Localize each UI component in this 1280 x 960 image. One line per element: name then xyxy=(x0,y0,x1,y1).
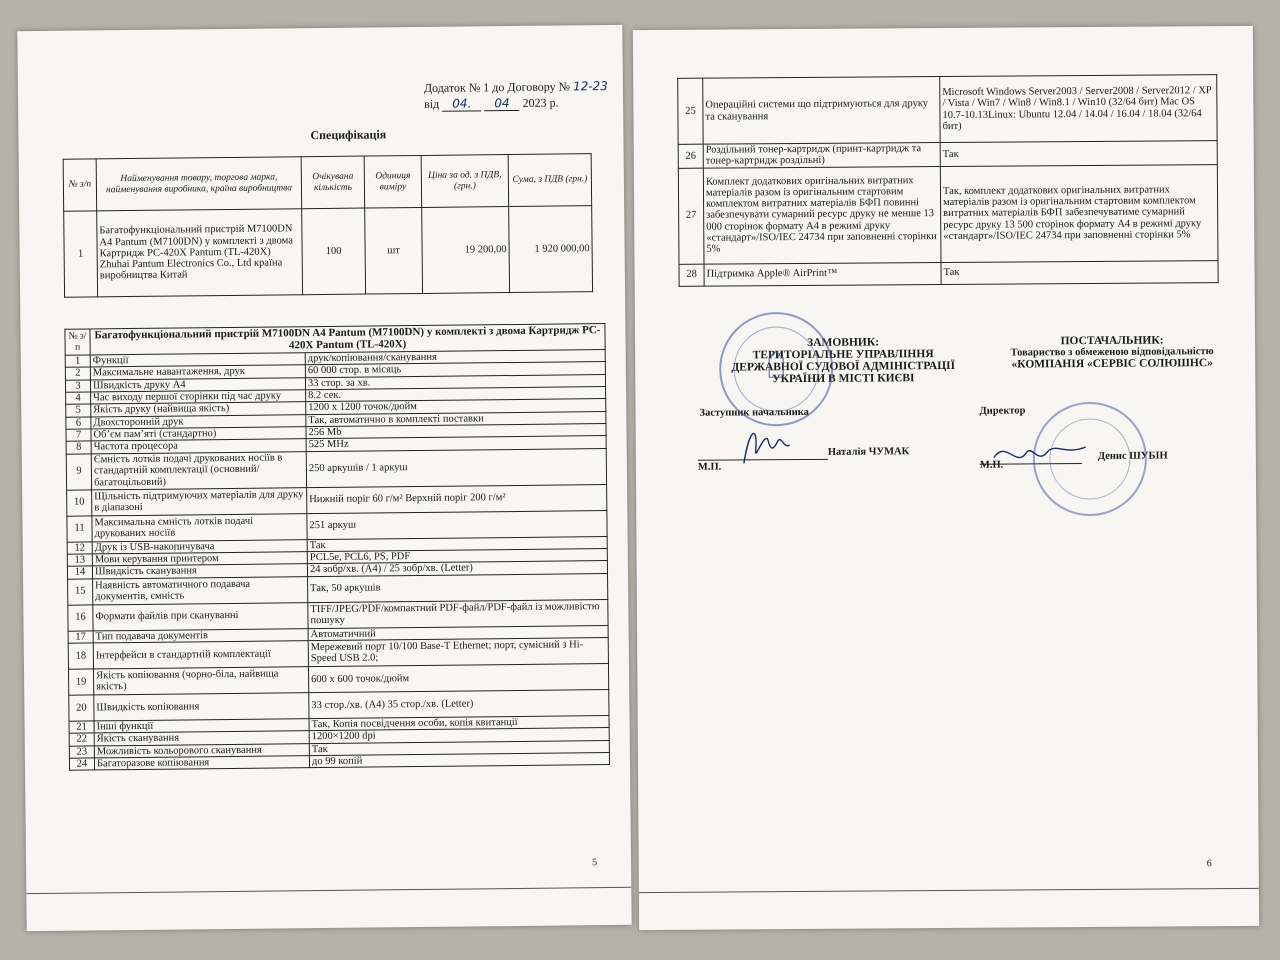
char-number-cell: 24 xyxy=(69,758,94,771)
spec-header-cell: Ціна за од. з ПДВ, (грн.) xyxy=(421,155,509,208)
spec-header-cell: Одиниця виміру xyxy=(364,155,422,208)
characteristics-table-continued xyxy=(677,74,1218,286)
char-value-cell: PCL5e, PCL6, PS, PDF xyxy=(307,548,607,563)
char-value-cell: Так xyxy=(309,740,609,755)
char-number-cell: 13 xyxy=(67,554,92,567)
supplier-org-line: Товариство з обмеженою відповідальністю xyxy=(1010,346,1214,359)
char-number-cell: 20 xyxy=(69,695,94,721)
footer-line xyxy=(26,887,631,894)
char-name-cell: Тип подавача документів xyxy=(93,628,308,643)
spec-cell: шт xyxy=(365,207,423,294)
spec-cell: 19 200,00 xyxy=(422,207,510,294)
char-name-cell: Максимальне навантаження, друк xyxy=(90,365,305,380)
char-value-cell: 256 Mb xyxy=(306,424,606,439)
customer-org-line: ТЕРИТОРІАЛЬНЕ УПРАВЛІННЯ xyxy=(752,348,934,362)
char-number-cell: 8 xyxy=(66,441,91,454)
spec-cell: 1 920 000,00 xyxy=(509,206,593,293)
char-number-cell: 28 xyxy=(679,264,704,286)
char-name-cell: Щільність підтримуючих матеріалів для друку в діапазоні xyxy=(92,487,307,515)
char-number-cell: 9 xyxy=(66,454,91,490)
char-value-cell: 33 стор./хв. (A4) 35 стор./хв. (Letter) xyxy=(309,689,609,718)
char-value-cell: Так, автоматично в комплекті поставки xyxy=(306,411,606,426)
char-number-cell: 1 xyxy=(65,355,90,368)
supplier-name: Денис ШУБІН xyxy=(1097,450,1168,462)
left-page xyxy=(17,25,631,931)
char-name-cell: Багаторазове копіювання xyxy=(94,756,309,771)
addendum-line xyxy=(424,79,608,96)
char-name-cell: Швидкість сканування xyxy=(92,564,307,579)
char-header-title: Багатофункціональний пристрій M7100DN A4 Pantum (M7100DN) у комплекті з двома Картридж PC-420X Pantum (TL-420X) xyxy=(90,324,605,355)
date-label: від xyxy=(424,96,440,111)
date-line xyxy=(424,96,559,112)
char-value-cell: Так, комплект додаткових оригінальних витратних матеріалів разом із оригінальним стартовим комплектом витратних матеріалів БФП забезпечуватиме сумарний ресурс друку 13 500 сторінок формату А4 в режимі друку «стандарт»/ISO/IEC 24734 при заповненні сторінки 5% xyxy=(940,164,1218,262)
char-name-cell: Можливість кольорового сканування xyxy=(94,743,309,758)
char-value-cell: 33 стор. за хв. xyxy=(305,374,605,389)
customer-position: Заступник начальника xyxy=(699,406,809,419)
right-page xyxy=(633,26,1259,930)
page-title: Специфікація xyxy=(310,127,387,143)
char-name-cell: Комплект додаткових оригінальних витратних матеріалів разом із оригінальним стартовим комплектом витратних матеріалів БФП повинні забезпечувати сумарний ресурс друку не менше 13 000 сторінок формату А4 в режимі друку «стандарт»/ISO/IEC 24734 при заповненні сторінки 5% xyxy=(703,166,941,264)
char-name-cell: Друк із USB-накопичувача xyxy=(92,539,307,554)
date-day: 04. xyxy=(442,96,481,111)
char-number-cell: 21 xyxy=(69,721,94,734)
char-name-cell: Об’єм пам’яті (стандартно) xyxy=(91,427,306,442)
char-name-cell: Ємність лотків подачі друкованих носіїв в стандартній комплектації (основний/багатоцільовий) xyxy=(91,451,306,489)
spec-header-cell: Сума, з ПДВ (грн.) xyxy=(508,154,592,207)
customer-org-line: УКРАЇНИ В МІСТІ КИЄВІ xyxy=(772,372,915,386)
char-number-cell: 11 xyxy=(67,516,92,542)
char-value-cell: TIFF/JPEG/PDF/компактний PDF-файл/PDF-файл із можливістю пошуку xyxy=(308,599,608,628)
supplier-position: Директор xyxy=(979,405,1026,417)
customer-label: ЗАМОВНИК: xyxy=(807,336,880,349)
char-row xyxy=(678,75,1217,145)
spec-cell: Багатофункціональний пристрій M7100DN A4 Pantum (M7100DN) у комплекті з двома Картридж PC-420X Pantum (TL-420X) Zhuhai Pantum Electronics Co., Ltd країна виробництва Китай xyxy=(97,209,303,297)
customer-name: Наталія ЧУМАК xyxy=(827,446,910,458)
char-number-cell: 7 xyxy=(66,429,91,442)
char-name-cell: Частота процесора xyxy=(91,439,306,454)
page-number: 6 xyxy=(1206,858,1212,870)
char-name-cell: Інтерфейси в стандартній комплектації xyxy=(93,641,308,669)
spec-table xyxy=(63,153,593,298)
char-name-cell: Час виходу першої сторінки під час друку xyxy=(91,390,306,405)
char-number-cell: 23 xyxy=(69,746,94,759)
char-number-cell: 18 xyxy=(68,643,93,669)
spec-header-cell: Очікувана кількість xyxy=(301,156,365,209)
char-number-cell: 3 xyxy=(65,380,90,393)
char-value-cell: 1200×1200 dpi xyxy=(309,728,609,743)
char-value-cell: 600 x 600 точок/дюйм xyxy=(308,663,608,692)
page-number: 5 xyxy=(591,857,598,869)
char-number-cell: 10 xyxy=(67,490,92,516)
char-value-cell: Мережевий порт 10/100 Base-T Ethernet; порт, сумісний з Hi-Speed USB 2.0; xyxy=(308,637,608,666)
char-name-cell: Функції xyxy=(90,353,305,368)
spec-header-cell: Найменування товару, торгова марка, найменування виробника, країна виробництва xyxy=(96,157,302,211)
date-year: 2023 р. xyxy=(522,95,559,110)
char-number-cell: 17 xyxy=(68,631,93,644)
char-number-cell: 4 xyxy=(66,392,91,405)
char-name-cell: Підтримка Apple® AirPrint™ xyxy=(704,262,941,286)
char-value-cell: 1200 x 1200 точок/дюйм xyxy=(306,399,606,414)
char-value-cell: Так xyxy=(940,141,1217,167)
char-number-cell: 19 xyxy=(68,669,93,695)
customer-org-line: ДЕРЖАВНОЇ СУДОВОЇ АДМІНІСТРАЦІЇ xyxy=(731,359,956,374)
char-value-cell: Так xyxy=(941,260,1218,284)
char-name-cell: Інші функції xyxy=(94,719,309,734)
char-name-cell: Операційні системи що підтримуються для друку та сканування xyxy=(703,77,940,145)
customer-seal-place: М.П. xyxy=(697,461,722,473)
supplier-block xyxy=(981,334,1243,371)
char-number-cell: 6 xyxy=(66,417,91,430)
char-value-cell: 60 000 стор. в місяць xyxy=(305,362,605,377)
char-number-cell: 15 xyxy=(68,579,93,605)
spec-header-row xyxy=(63,154,592,212)
char-number-cell: 27 xyxy=(678,168,704,264)
supplier-label: ПОСТАЧАЛЬНИК: xyxy=(1060,334,1164,348)
spec-cell: 1 xyxy=(64,211,98,297)
addendum-label: Додаток № 1 до Договору № xyxy=(423,79,571,95)
char-value-cell: Автоматичний xyxy=(308,625,608,640)
char-value-cell: 250 аркушів / 1 аркуш xyxy=(306,448,606,487)
char-value-cell: 525 MHz xyxy=(306,436,606,451)
char-name-cell: Швидкість друку А4 xyxy=(90,377,305,392)
char-number-cell: 26 xyxy=(678,144,703,168)
spec-header-cell: № з/п xyxy=(63,159,97,211)
supplier-seal-place: М.П. xyxy=(979,459,1004,471)
customer-stamp xyxy=(701,311,872,432)
characteristics-body xyxy=(65,350,609,771)
char-name-cell: Формати файлів при скануванні xyxy=(93,602,308,630)
char-value-cell: Нижній поріг 60 г/м² Верхній поріг 200 г/м² xyxy=(307,484,607,513)
char-name-cell: Наявність автоматичного подавача документів, ємність xyxy=(93,576,308,604)
char-row xyxy=(679,260,1218,286)
char-number-cell: 2 xyxy=(65,367,90,380)
char-number-cell: 22 xyxy=(69,733,94,746)
char-value-cell: 8.2 сек. xyxy=(306,387,606,402)
char-value-cell: Так xyxy=(307,536,607,551)
spec-cell: 100 xyxy=(302,208,366,295)
char-name-cell: Максимальна ємність лотків подачі друкованих носіїв xyxy=(92,513,307,541)
char-value-cell: 251 аркуш xyxy=(307,510,607,539)
char-name-cell: Якість друку (найвища якість) xyxy=(91,402,306,417)
char-row xyxy=(678,164,1218,264)
char-name-cell: Якість копіювання (чорно-біла, найвища якість) xyxy=(93,667,308,695)
char-number-cell: 16 xyxy=(68,605,93,631)
char-name-cell: Якість сканування xyxy=(94,731,309,746)
supplier-org-line: «КОМПАНІЯ «СЕРВІС СОЛЮШНС» xyxy=(1011,357,1213,371)
char-number-cell: 14 xyxy=(67,566,92,579)
char-number-cell: 12 xyxy=(67,542,92,555)
spec-row xyxy=(64,206,593,298)
date-month: 04 xyxy=(484,96,519,111)
characteristics-table xyxy=(64,323,610,771)
char-name-cell: Роздільний тонер-картридж (принт-картридж та тонер-картридж роздільні) xyxy=(703,143,940,168)
char-header-number: № з/п xyxy=(65,329,90,355)
char-row xyxy=(66,448,606,490)
char-number-cell: 5 xyxy=(66,404,91,417)
char-number-cell: 25 xyxy=(678,78,703,144)
contract-number: 12-23 xyxy=(572,79,608,94)
characteristics-body-continued xyxy=(678,75,1218,286)
footer-line xyxy=(639,888,1259,893)
char-value-cell: до 99 копій xyxy=(309,752,609,767)
char-value-cell: Microsoft Windows Server2003 / Server2008 / Server2012 / XP / Vista / Win7 / Win8 / Win8.1 / Win10 (32/64 бит) Mac OS 10.7-10.13Linux: Ubuntu 12.04 / 14.04 / 16.04 / 18.04 (32/64 бит) xyxy=(940,75,1217,143)
char-value-cell: 24 зобр/хв. (A4) / 25 зобр/хв. (Letter) xyxy=(307,561,607,576)
char-value-cell: Так, Копія посвідчення особи, копія квитанції xyxy=(309,715,609,730)
supplier-signature xyxy=(986,433,1096,474)
customer-signature xyxy=(734,419,804,473)
char-name-cell: Двохсторонній друк xyxy=(91,414,306,429)
char-value-cell: Так, 50 аркушів xyxy=(308,573,608,602)
char-value-cell: друк/копіювання/сканування xyxy=(305,350,605,365)
char-name-cell: Мови керування принтером xyxy=(92,552,307,567)
char-name-cell: Швидкість копіювання xyxy=(94,693,309,721)
